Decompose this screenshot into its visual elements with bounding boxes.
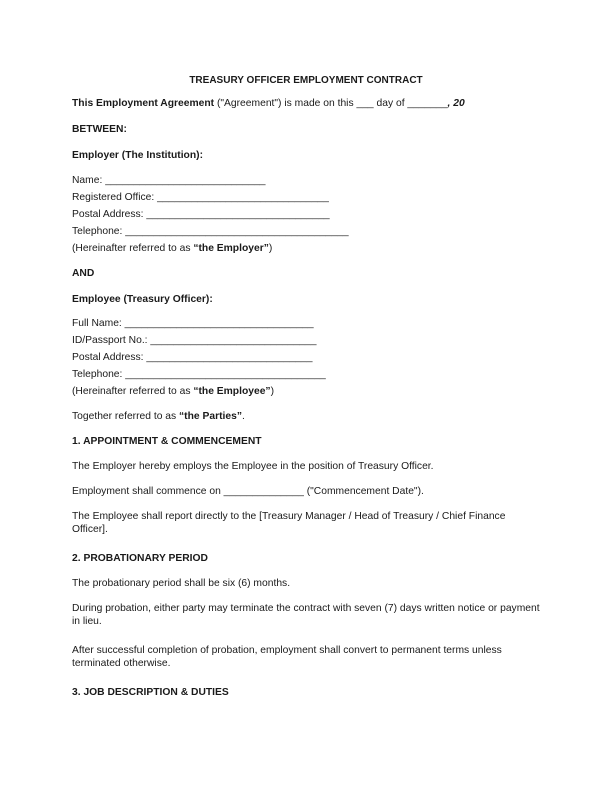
section-2-paragraph-1: The probationary period shall be six (6) months. [72, 578, 291, 589]
section-1-paragraph-3: The Employee shall report directly to the [Treasury Manager / Head of Treasury / Chief Finance Officer]. [72, 511, 506, 536]
employer-ref-post: ) [268, 243, 273, 254]
employee-postal-field: Postal Address: _____________________________ [72, 352, 313, 363]
employer-name-field: Name: ____________________________ [72, 175, 266, 186]
employee-ref-post: ) [270, 386, 275, 397]
parties-line [72, 410, 245, 423]
employee-phone-field: Telephone: ___________________________________ [72, 369, 326, 380]
employee-id-field: ID/Passport No.: _____________________________ [72, 335, 317, 346]
intro-bold: This Employment Agreement [72, 98, 215, 109]
parties-post: . [241, 411, 245, 422]
and-heading: AND [72, 268, 95, 279]
employee-ref-bold: “the Employee” [193, 386, 271, 397]
employer-phone-field: Telephone: _______________________________________ [72, 226, 349, 237]
between-heading: BETWEEN: [72, 124, 127, 135]
section-1-paragraph-1: The Employer hereby employs the Employee in the position of Treasury Officer. [72, 461, 434, 472]
intro-rest: ("Agreement") is made on this ___ day of _______ [214, 98, 448, 109]
intro-year: , 20 [447, 98, 465, 109]
section-2-paragraph-3: After successful completion of probation, employment shall convert to permanent terms unless terminated otherwise. [72, 645, 502, 670]
section-1-paragraph-2: Employment shall commence on ______________ ("Commencement Date"). [72, 486, 424, 497]
employee-reference [72, 385, 274, 398]
employer-office-field: Registered Office: ______________________________ [72, 192, 329, 203]
employee-name-field: Full Name: _________________________________ [72, 318, 314, 329]
section-1-heading: 1. APPOINTMENT & COMMENCEMENT [72, 436, 262, 447]
employee-heading: Employee (Treasury Officer): [72, 294, 213, 305]
parties-pre: Together referred to as [72, 411, 180, 422]
parties-bold: “the Parties” [179, 411, 242, 422]
employer-heading: Employer (The Institution): [72, 150, 203, 161]
employee-ref-pre: (Hereinafter referred to as [72, 386, 194, 397]
employer-reference [72, 242, 272, 255]
employer-postal-field: Postal Address: ________________________________ [72, 209, 330, 220]
section-2-heading: 2. PROBATIONARY PERIOD [72, 553, 208, 564]
intro-line [72, 97, 465, 110]
employer-ref-bold: “the Employer” [193, 243, 269, 254]
document-title: TREASURY OFFICER EMPLOYMENT CONTRACT [189, 75, 423, 86]
section-2-paragraph-2: During probation, either party may terminate the contract with seven (7) days written notice or payment in lieu. [72, 603, 540, 628]
section-3-heading: 3. JOB DESCRIPTION & DUTIES [72, 687, 229, 698]
employer-ref-pre: (Hereinafter referred to as [72, 243, 194, 254]
